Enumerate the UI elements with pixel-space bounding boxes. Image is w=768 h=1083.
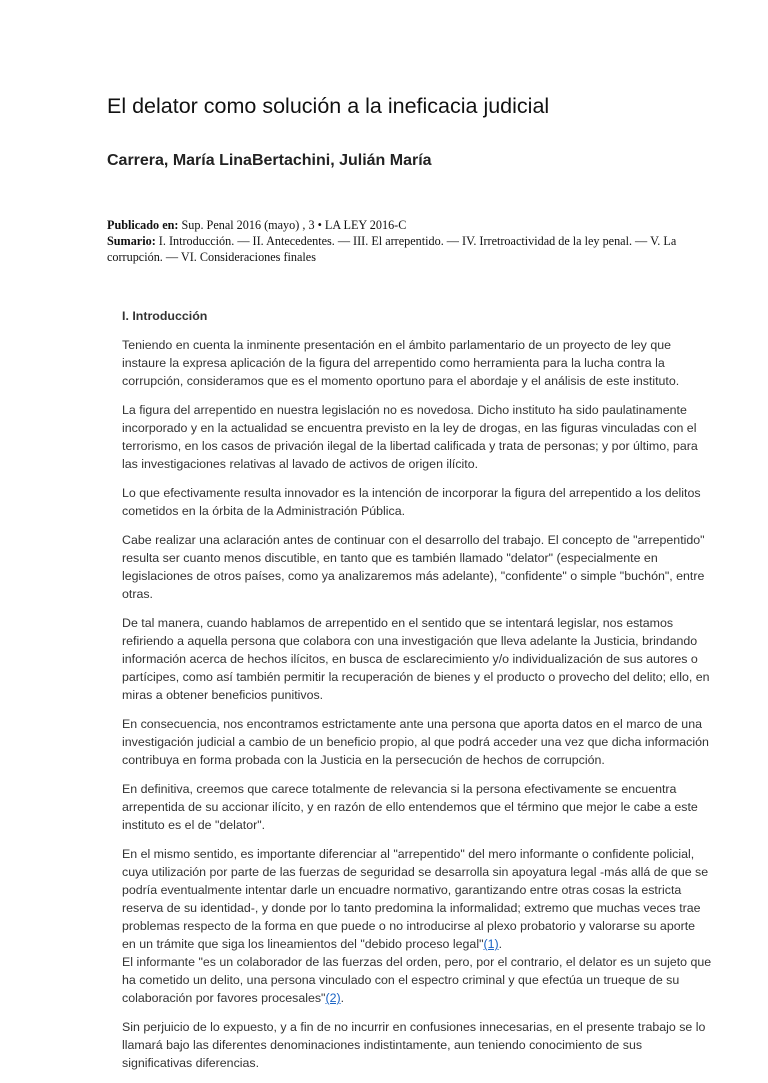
paragraph: Sin perjuicio de lo expuesto, y a fin de no incurrir en confusiones innecesarias, en el presente trabajo se lo llamará bajo las diferentes denominaciones indistintamente, aun teniendo conocimiento de sus significativas diferencias.: [122, 1020, 706, 1070]
paragraph: Cabe realizar una aclaración antes de continuar con el desarrollo del trabajo. El concepto de "arrepentido" resulta ser cuanto menos discutible, en tanto que es también llamado "delator" (especialmente en legislaciones de otros países, como ya analizaremos más adelante), "confidente" o simple "buchón", entre otras.: [122, 533, 705, 601]
paragraph: La figura del arrepentido en nuestra legislación no es novedosa. Dicho instituto ha sido paulatinamente incorporado y en la actualidad se encuentra previsto en la ley de drogas, en las figuras vinculadas con el terrorismo, en los casos de privación ilegal de la libertad calificada y trata de personas; y por último, para las investigaciones relativas al lavado de activos de origen ilícito.: [122, 403, 698, 471]
published-line: [107, 217, 712, 233]
paragraph: En consecuencia, nos encontramos estrictamente ante una persona que aporta datos en el marco de una investigación judicial a cambio de un beneficio propio, al que podrá acceder una vez que dicha información contribuya en forma probada con la Justicia en la persecución de hechos de corrupción.: [122, 717, 709, 767]
summary-line: [107, 233, 712, 265]
paragraph-end: .: [498, 937, 503, 951]
paragraph: Lo que efectivamente resulta innovador es la intención de incorporar la figura del arrepentido a los delitos cometidos en la órbita de la Administración Pública.: [122, 486, 701, 518]
paragraph: Teniendo en cuenta la inminente presentación en el ámbito parlamentario de un proyecto de ley que instaure la expresa aplicación de la figura del arrepentido como herramienta para la lucha contra la corrupción, consideramos que es el momento oportuno para el abordaje y el análisis de este instituto.: [122, 338, 680, 388]
paragraph: [122, 845, 712, 953]
footnote-link-1[interactable]: (1): [483, 937, 499, 951]
paragraph: En definitiva, creemos que carece totalmente de relevancia si la persona efectivamente se encuentra arrepentida de su accionar ilícito, y en razón de ello entendemos que el término que mejor le cabe a este instituto es el de "delator".: [122, 782, 698, 832]
paragraph: De tal manera, cuando hablamos de arrepentido en el sentido que se intentará legislar, nos estamos refiriendo a aquella persona que colabora con una investigación que lleva adelante la Justicia, brindando información acerca de hechos ilícitos, en busca de esclarecimiento y/o individualización de sus autores o partícipes, como así también permitir la recuperación de bienes y el producto o provecho del delito; ello, en miras a obtener beneficios punitivos.: [122, 616, 710, 702]
section-heading: I. Introducción: [122, 309, 208, 323]
document-authors: Carrera, María LinaBertachini, Julián María: [107, 152, 432, 169]
footnote-link-2[interactable]: (2): [325, 991, 341, 1005]
paragraph-text: En el mismo sentido, es importante diferenciar al "arrepentido" del mero informante o confidente policial, cuya utilización por parte de las fuerzas de seguridad se desarrolla sin apoyatura legal -más allá de que se podría eventualmente intentar darle un encuadre normativo, garantizando entre otras cosas la estricta reserva de su identidad-, y donde por lo tanto predomina la informalidad; extremo que muchas veces trae problemas respecto de la forma en que puede o no introducirse al plexo probatorio y valorarse su aporte en un trámite que siga los lineamientos del "debido proceso legal": [122, 847, 709, 951]
summary-value: I. Introducción. — II. Antecedentes. — III. El arrepentido. — IV. Irretroactividad de la ley penal. — V. La corrupción. — VI. Consideraciones finales: [107, 234, 677, 264]
published-value: Sup. Penal 2016 (mayo) , 3 • LA LEY 2016-C: [178, 218, 407, 232]
document-metadata: [107, 217, 712, 265]
paragraph-text: El informante "es un colaborador de las fuerzas del orden, pero, por el contrario, el delator es un sujeto que ha cometido un delito, una persona vinculado con el espectro criminal y que efectúa un trueque de su colaboración por favores procesales": [122, 955, 712, 1005]
document-title: El delator como solución a la ineficacia judicial: [107, 94, 550, 118]
published-label: Publicado en:: [107, 218, 179, 232]
paragraph-end: .: [340, 991, 345, 1005]
paragraph: [122, 953, 712, 1007]
summary-label: Sumario:: [107, 234, 156, 248]
section-introduccion: [122, 307, 712, 1083]
